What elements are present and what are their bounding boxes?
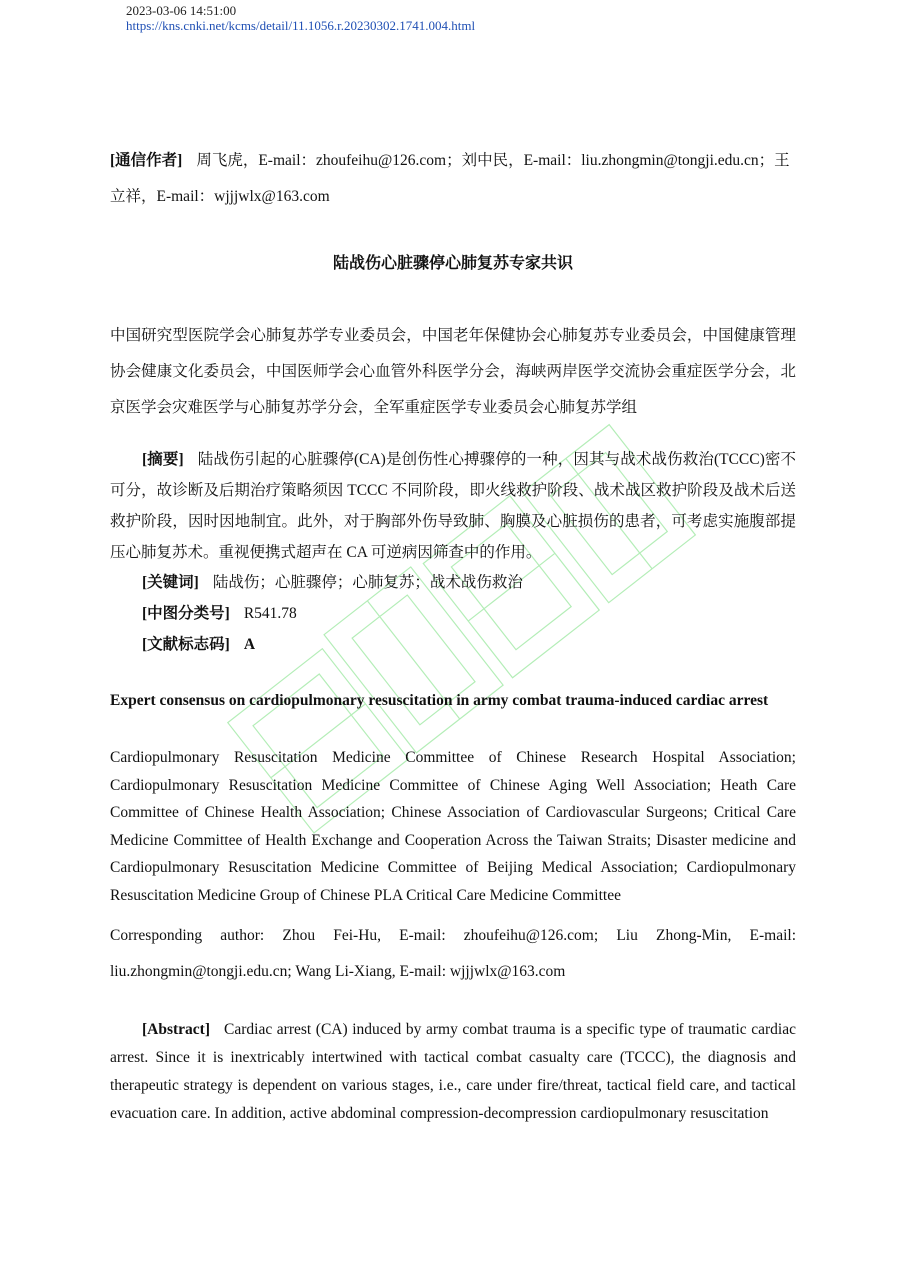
abstract-zh [110,444,796,568]
abstract-en-text: Cardiac arrest (CA) induced by army combat trauma is a specific type of traumatic cardiac arrest. Since it is inextricably intertwined with tactical combat casualty care (TCCC), the diagnosis and therapeutic strategy is dependent on various stages, i.e., care under fire/threat, tactical field care, and tactical evacuation care. In addition, active abdominal compression-decompression cardiopulmonary resuscitation [110,1021,796,1122]
document-code-value: A [243,636,256,653]
abstract-zh-label: [摘要] [142,451,184,468]
abstract-en [110,1016,796,1128]
corresponding-author-en: Corresponding author: Zhou Fei-Hu, E-mail: zhoufeihu@126.com; Liu Zhong-Min, E-mail: liu.zhongmin@tongji.edu.cn; Wang Li-Xiang, E-mail: wjjjwlx@163.com [110,927,796,980]
corresponding-author-zh-label: [通信作者] [110,152,183,169]
article-title-en: Expert consensus on cardiopulmonary resuscitation in army combat trauma-induced cardiac arrest [110,692,769,709]
document-code-label: [文献标志码] [142,636,230,653]
download-timestamp: 2023-03-06 14:51:00 [126,3,237,18]
organizations-en: Cardiopulmonary Resuscitation Medicine Committee of Chinese Research Hospital Association; Cardiopulmonary Resuscitation Medicine Committee of Chinese Aging Well Association; Heath Care Committee of Chinese Health Association; Chinese Association of Cardiovascular Surgeons; Critical Care Medicine Committee of Health Exchange and Cooperation Across the Taiwan Straits; Disaster medicine and Cardiopulmonary Resuscitation Medicine Committee of Beijing Medical Association; Cardiopulmonary Resuscitation Medicine Group of Chinese PLA Critical Care Medicine Committee [110,749,796,904]
clc-number [142,602,297,626]
clc-number-label: [中图分类号] [142,605,230,622]
abstract-zh-text: 陆战伤引起的心脏骤停(CA)是创伤性心搏骤停的一种，因其与战术战伤救治(TCCC)密不可分，故诊断及后期治疗策略须因 TCCC 不同阶段，即火线救护阶段、战术战区救护阶段及战术后送救护阶段，因时因地制宜。此外，对于胸部外伤导致肺、胸膜及心脏损伤的患者，可考虑实施腹部提压心肺复苏术。重视便携式超声在 CA 可逆病因筛查中的作用。 [110,451,796,561]
article-title-zh: 陆战伤心脏骤停心肺复苏专家共识 [332,255,573,272]
clc-number-value: R541.78 [243,605,297,622]
corresponding-author-zh [110,143,800,215]
document-code [142,633,255,657]
keywords-zh [142,571,523,595]
organizations-zh: 中国研究型医院学会心肺复苏学专业委员会，中国老年保健协会心肺复苏专业委员会，中国健康管理协会健康文化委员会，中国医师学会心血管外科医学分会，海峡两岸医学交流协会重症医学分会，北京医学会灾难医学与心肺复苏学分会，全军重症医学专业委员会心肺复苏学组 [110,327,796,416]
corresponding-author-zh-text: 周飞虎，E-mail：zhoufeihu@126.com；刘中民，E-mail：liu.zhongmin@tongji.edu.cn；王立祥，E-mail：wjjjwlx@163.com [110,152,790,205]
keywords-zh-label: [关键词] [142,574,199,591]
keywords-zh-value: 陆战伤；心脏骤停；心肺复苏；战术战伤救治 [212,574,523,591]
abstract-en-label: [Abstract] [142,1021,211,1038]
source-url-link[interactable]: https://kns.cnki.net/kcms/detail/11.1056.r.20230302.1741.004.html [126,18,476,33]
